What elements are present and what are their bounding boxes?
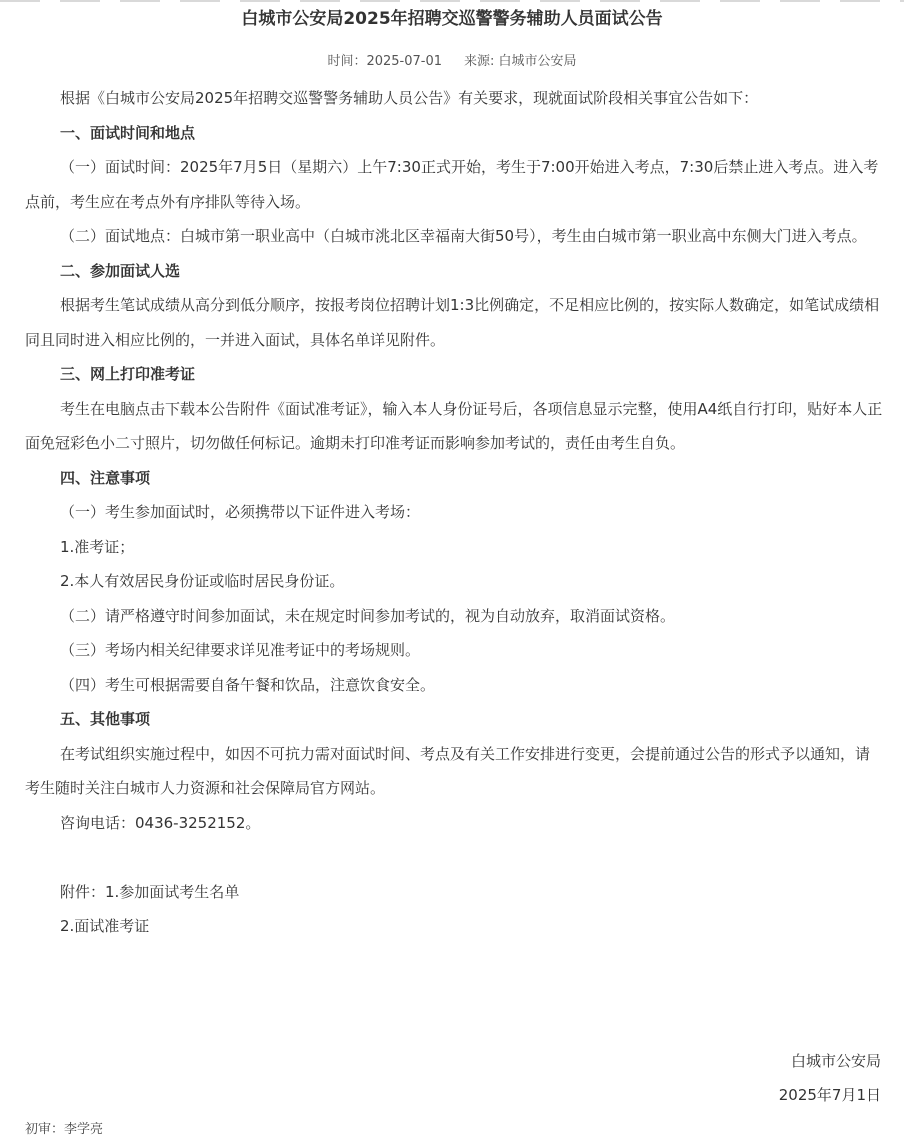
page-title: 白城市公安局2025年招聘交巡警警务辅助人员面试公告 bbox=[241, 9, 663, 29]
article-meta bbox=[0, 50, 904, 69]
body-paragraph: （四）考生可根据需要自备午餐和饮品，注意饮食安全。 bbox=[60, 675, 436, 694]
body-paragraph: 咨询电话：0436-3252152。 bbox=[60, 813, 261, 832]
article-source: 来源: 白城市公安局 bbox=[464, 54, 577, 69]
body-paragraph: 在考试组织实施过程中，如因不可抗力需对面试时间、考点及有关工作安排进行变更，会提前通过公告的形式予以通知，请考生随时关注白城市人力资源和社会保障局官方网站。 bbox=[25, 744, 871, 797]
body-paragraph: （二）面试地点：白城市第一职业高中（白城市洮北区幸福南大街50号），考生由白城市第一职业高中东侧大门进入考点。 bbox=[60, 227, 867, 245]
body-paragraph: （二）请严格遵守时间参加面试，未在规定时间参加考试的，视为自动放弃，取消面试资格。 bbox=[60, 606, 676, 625]
signature-org: 白城市公安局 bbox=[790, 1052, 881, 1070]
signature-date: 2025年7月1日 bbox=[778, 1086, 881, 1104]
body-paragraph: 考生在电脑点击下载本公告附件《面试准考证》，输入本人身份证号后，各项信息显示完整，使用A4纸自行打印，贴好本人正面免冠彩色小二寸照片，切勿做任何标记。逾期未打印准考证而影响参加考试的，责任由考生自负。 bbox=[25, 399, 883, 452]
body-paragraph: 2.面试准考证 bbox=[60, 917, 150, 935]
section-heading: 二、参加面试人选 bbox=[60, 261, 181, 280]
blank-line bbox=[25, 840, 883, 875]
body-paragraph: 根据《白城市公安局2025年招聘交巡警警务辅助人员公告》有关要求，现就面试阶段相关事宜公告如下： bbox=[60, 89, 759, 107]
section-heading: 三、网上打印准考证 bbox=[60, 365, 196, 383]
reviewer-note: 初审：李学亮 bbox=[25, 1122, 104, 1137]
body-paragraph: 附件：1.参加面试考生名单 bbox=[60, 882, 240, 901]
section-heading: 五、其他事项 bbox=[60, 710, 151, 728]
section-heading: 一、面试时间和地点 bbox=[60, 123, 196, 142]
article-body bbox=[25, 81, 883, 944]
body-paragraph: 2.本人有效居民身份证或临时居民身份证。 bbox=[60, 572, 345, 590]
body-paragraph: 1.准考证； bbox=[60, 537, 135, 556]
body-paragraph: 根据考生笔试成绩从高分到低分顺序，按报考岗位招聘计划1:3比例确定，不足相应比例的，按实际人数确定，如笔试成绩相同且同时进入相应比例的，一并进入面试，具体名单详见附件。 bbox=[25, 296, 880, 349]
body-paragraph: （三）考场内相关纪律要求详见准考证中的考场规则。 bbox=[60, 641, 421, 659]
body-paragraph: （一）面试时间：2025年7月5日（星期六）上午7:30正式开始，考生于7:00开始进入考点，7:30后禁止进入考点。进入考点前，考生应在考点外有序排队等待入场。 bbox=[25, 158, 879, 211]
body-paragraph: （一）考生参加面试时，必须携带以下证件进入考场： bbox=[60, 503, 421, 521]
publish-time: 时间：2025-07-01 bbox=[327, 54, 443, 69]
section-heading: 四、注意事项 bbox=[60, 468, 151, 487]
top-divider bbox=[0, 0, 904, 2]
